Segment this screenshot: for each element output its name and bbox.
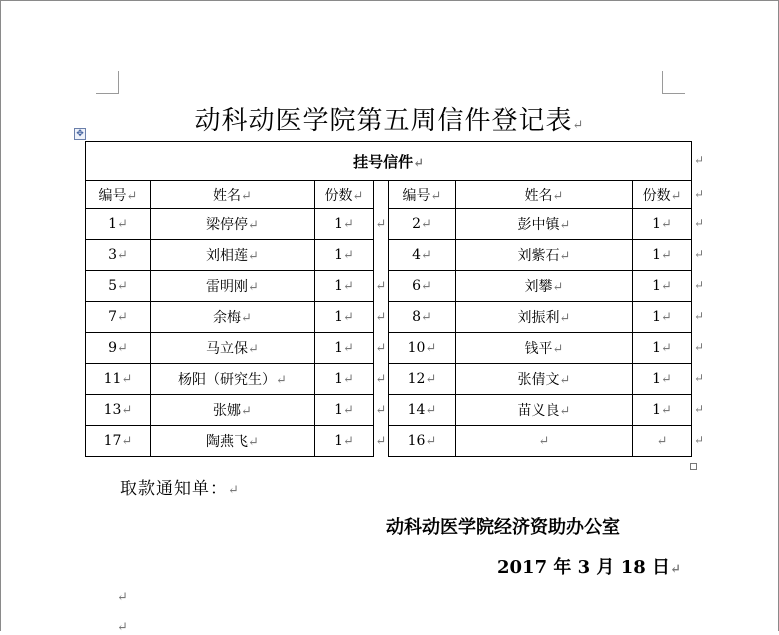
- right-name-cell-text: 苗义良: [517, 403, 560, 419]
- office-name: 动科动医学院经济资助办公室: [386, 517, 620, 538]
- right-name-cell[interactable]: [456, 333, 633, 364]
- column-header-label: 姓名: [213, 187, 242, 204]
- paragraph-mark: ↵: [425, 372, 437, 387]
- right-name-cell-text: 刘攀: [524, 279, 553, 295]
- margin-corner-top-right: [662, 71, 685, 94]
- table-header-text: 挂号信件: [353, 152, 414, 171]
- left-number-cell[interactable]: [86, 364, 151, 395]
- right-count-cell[interactable]: [633, 333, 692, 364]
- table-row: [86, 209, 692, 240]
- gap-cell[interactable]: [374, 240, 389, 271]
- left-number-cell[interactable]: [86, 271, 151, 302]
- table-row: [86, 271, 692, 302]
- right-count-cell-text: 1: [652, 340, 662, 356]
- registration-table: [85, 141, 692, 457]
- title-text: 动科动医学院第五周信件登记表: [194, 106, 573, 136]
- right-name-cell[interactable]: [456, 271, 633, 302]
- paragraph-mark: ↵: [343, 341, 354, 356]
- empty-paragraph[interactable]: [117, 590, 128, 605]
- left-number-cell-text: 13: [103, 402, 122, 418]
- right-count-cell-text: 1: [652, 278, 662, 294]
- right-number-cell[interactable]: [389, 333, 456, 364]
- left-count-cell-text: 1: [334, 340, 343, 356]
- row-end-mark: ↵: [694, 153, 705, 167]
- left-name-cell-text: 陶燕飞: [206, 434, 249, 450]
- right-name-cell[interactable]: [456, 426, 633, 457]
- gap-cell[interactable]: [374, 395, 389, 426]
- right-number-cell-text: 2: [412, 216, 421, 232]
- gap-cell[interactable]: [374, 271, 389, 302]
- paragraph-mark: ↵: [670, 188, 682, 204]
- paragraph-mark: ↵: [241, 311, 252, 326]
- paragraph-mark: ↵: [559, 218, 571, 233]
- right-name-cell[interactable]: [456, 240, 633, 271]
- margin-corner-top-left: [96, 71, 119, 94]
- row-end-mark: ↵: [694, 216, 705, 230]
- table-row: [86, 364, 692, 395]
- left-number-cell-text: 3: [108, 247, 117, 263]
- left-count-cell[interactable]: [315, 426, 374, 457]
- column-header-label: 份数: [324, 187, 353, 204]
- paragraph-mark: ↵: [343, 248, 354, 263]
- paragraph-mark: ↵: [661, 310, 672, 325]
- column-header-cell[interactable]: [389, 181, 456, 209]
- right-number-cell[interactable]: [389, 364, 456, 395]
- signature-date: 2017 年 3 月 18 日: [497, 557, 671, 578]
- paragraph-mark: ↵: [552, 280, 564, 295]
- left-number-cell-text: 1: [108, 216, 117, 232]
- right-number-cell-text: 6: [412, 278, 421, 294]
- paragraph-mark: ↵: [121, 372, 133, 387]
- left-number-cell-text: 5: [108, 278, 117, 294]
- empty-paragraph[interactable]: [117, 620, 128, 635]
- right-name-cell-text: 张倩文: [517, 372, 560, 388]
- right-name-cell[interactable]: [456, 364, 633, 395]
- right-count-cell[interactable]: [633, 395, 692, 426]
- left-number-cell[interactable]: [86, 240, 151, 271]
- gap-cell[interactable]: [374, 364, 389, 395]
- right-count-cell[interactable]: [633, 240, 692, 271]
- column-header-label: 编号: [98, 187, 127, 204]
- paragraph-mark: ↵: [375, 372, 387, 387]
- paragraph-mark: ↵: [248, 435, 259, 450]
- paragraph-mark: ↵: [661, 403, 672, 418]
- paragraph-mark: ↵: [559, 249, 571, 264]
- right-name-cell[interactable]: [456, 395, 633, 426]
- column-header-cell[interactable]: [86, 181, 151, 209]
- gap-cell[interactable]: [374, 181, 389, 209]
- gap-cell[interactable]: [374, 333, 389, 364]
- row-end-mark: ↵: [694, 278, 705, 292]
- paragraph-mark: ↵: [425, 434, 437, 449]
- table-header-row: [86, 142, 692, 181]
- right-count-cell-text: 1: [652, 309, 662, 325]
- paragraph-mark: ↵: [117, 248, 128, 263]
- paragraph-mark: ↵: [121, 434, 133, 449]
- paragraph-mark: ↵: [559, 404, 571, 419]
- paragraph-mark: ↵: [117, 341, 128, 356]
- paragraph-mark: ↵: [375, 403, 387, 418]
- paragraph-mark: ↵: [552, 188, 564, 204]
- right-name-cell-text: 刘振利: [517, 310, 560, 326]
- row-end-mark: ↵: [694, 186, 705, 201]
- left-name-cell[interactable]: [151, 364, 315, 395]
- table-row: [86, 426, 692, 457]
- gap-cell[interactable]: [374, 209, 389, 240]
- paragraph-mark: ↵: [121, 403, 133, 418]
- paragraph-mark: ↵: [117, 310, 128, 325]
- paragraph-mark: ↵: [552, 342, 564, 357]
- paragraph-mark: ↵: [421, 248, 432, 263]
- paragraph-mark: ↵: [661, 341, 672, 356]
- left-count-cell-text: 1: [334, 433, 343, 449]
- paragraph-mark: ↵: [656, 434, 668, 449]
- left-name-cell-text: 余梅: [213, 310, 242, 326]
- paragraph-mark: ↵: [430, 188, 442, 204]
- row-end-mark: ↵: [694, 247, 705, 261]
- left-name-cell-text: 刘相莲: [206, 248, 249, 264]
- column-header-cell[interactable]: [315, 181, 374, 209]
- right-name-cell[interactable]: [456, 209, 633, 240]
- right-number-cell-text: 12: [407, 371, 426, 387]
- column-header-row: [86, 181, 692, 209]
- signature-date-line[interactable]: [497, 553, 681, 579]
- left-name-cell[interactable]: [151, 395, 315, 426]
- column-header-label: 姓名: [524, 187, 553, 204]
- row-end-mark: ↵: [694, 433, 705, 447]
- left-count-cell-text: 1: [334, 247, 343, 263]
- paragraph-mark: ↵: [421, 310, 432, 325]
- right-number-cell[interactable]: [389, 209, 456, 240]
- paragraph-mark: ↵: [248, 280, 259, 295]
- gap-cell[interactable]: [374, 302, 389, 333]
- paragraph-mark: ↵: [117, 590, 128, 605]
- left-count-cell[interactable]: [315, 271, 374, 302]
- left-number-cell[interactable]: [86, 426, 151, 457]
- table-row: [86, 333, 692, 364]
- paragraph-mark: ↵: [117, 217, 128, 232]
- column-header-label: 份数: [642, 187, 671, 204]
- paragraph-mark: ↵: [343, 434, 354, 449]
- row-end-mark: ↵: [694, 340, 705, 354]
- right-count-cell[interactable]: [633, 364, 692, 395]
- right-count-cell-text: 1: [652, 371, 662, 387]
- paragraph-mark: ↵: [661, 372, 672, 387]
- right-count-cell-text: 1: [652, 247, 662, 263]
- row-end-mark: ↵: [694, 371, 705, 385]
- left-name-cell-text: 杨阳（研究生）: [178, 372, 277, 388]
- left-number-cell-text: 7: [108, 309, 117, 325]
- paragraph-mark: ↵: [343, 372, 354, 387]
- table-header-cell[interactable]: [86, 142, 692, 181]
- right-count-cell[interactable]: [633, 209, 692, 240]
- paragraph-mark: ↵: [375, 434, 387, 449]
- right-count-cell[interactable]: [633, 302, 692, 333]
- document-title[interactable]: [0, 100, 779, 137]
- right-name-cell-text: 彭中镇: [517, 217, 560, 233]
- paragraph-mark: ↵: [352, 188, 364, 204]
- left-number-cell-text: 17: [103, 433, 122, 449]
- right-number-cell[interactable]: [389, 302, 456, 333]
- left-name-cell-text: 梁停停: [206, 217, 249, 233]
- paragraph-mark: ↵: [559, 311, 571, 326]
- paragraph-mark: ↵: [117, 620, 128, 635]
- paragraph-mark: ↵: [343, 279, 354, 294]
- table-row: [86, 240, 692, 271]
- paragraph-mark: ↵: [276, 373, 287, 388]
- paragraph-mark: ↵: [425, 403, 437, 418]
- paragraph-mark: ↵: [538, 434, 550, 449]
- right-number-cell[interactable]: [389, 240, 456, 271]
- paragraph-mark: ↵: [421, 279, 432, 294]
- left-name-cell-text: 雷明刚: [206, 279, 249, 295]
- right-number-cell[interactable]: [389, 426, 456, 457]
- paragraph-mark: ↵: [572, 118, 585, 133]
- paragraph-mark: ↵: [425, 341, 437, 356]
- left-count-cell[interactable]: [315, 240, 374, 271]
- paragraph-mark: ↵: [375, 279, 387, 294]
- left-name-cell-text: 马立保: [206, 341, 249, 357]
- left-count-cell[interactable]: [315, 209, 374, 240]
- right-name-cell-text: 刘紫石: [517, 248, 560, 264]
- left-count-cell-text: 1: [334, 371, 343, 387]
- left-name-cell[interactable]: [151, 333, 315, 364]
- column-header-label: 编号: [402, 187, 431, 204]
- right-count-cell[interactable]: [633, 271, 692, 302]
- paragraph-mark: ↵: [343, 217, 354, 232]
- left-count-cell[interactable]: [315, 333, 374, 364]
- office-signature[interactable]: [386, 513, 620, 539]
- right-name-cell[interactable]: [456, 302, 633, 333]
- paragraph-mark: ↵: [117, 279, 128, 294]
- left-count-cell-text: 1: [334, 278, 343, 294]
- left-number-cell[interactable]: [86, 209, 151, 240]
- left-count-cell[interactable]: [315, 302, 374, 333]
- row-end-mark: ↵: [694, 309, 705, 323]
- table-row: [86, 302, 692, 333]
- right-count-cell-text: 1: [652, 216, 662, 232]
- paragraph-mark: ↵: [375, 217, 387, 232]
- paragraph-mark: ↵: [375, 341, 387, 356]
- right-number-cell-text: 16: [407, 433, 426, 449]
- left-name-cell[interactable]: [151, 302, 315, 333]
- right-name-cell-text: 钱平: [524, 341, 553, 357]
- paragraph-mark: ↵: [248, 342, 259, 357]
- paragraph-mark: ↵: [661, 248, 672, 263]
- left-name-cell[interactable]: [151, 426, 315, 457]
- table-resize-handle[interactable]: [690, 463, 697, 470]
- paragraph-mark: ↵: [413, 155, 424, 171]
- paragraph-mark: ↵: [248, 218, 259, 233]
- paragraph-mark: ↵: [559, 373, 571, 388]
- left-name-cell[interactable]: [151, 271, 315, 302]
- left-number-cell-text: 11: [103, 371, 122, 387]
- left-count-cell[interactable]: [315, 395, 374, 426]
- right-number-cell[interactable]: [389, 271, 456, 302]
- paragraph-mark: ↵: [670, 562, 681, 577]
- paragraph-mark: ↵: [661, 279, 672, 294]
- paragraph-mark: ↵: [241, 404, 252, 419]
- paragraph-mark: ↵: [343, 310, 354, 325]
- paragraph-mark: ↵: [248, 249, 259, 264]
- paragraph-mark: ↵: [421, 217, 432, 232]
- column-header-cell[interactable]: [151, 181, 315, 209]
- right-number-cell-text: 8: [412, 309, 421, 325]
- right-number-cell-text: 14: [407, 402, 426, 418]
- column-header-cell[interactable]: [633, 181, 692, 209]
- gap-cell[interactable]: [374, 426, 389, 457]
- left-number-cell[interactable]: [86, 302, 151, 333]
- paragraph-mark: ↵: [375, 310, 387, 325]
- right-count-cell-text: 1: [652, 402, 662, 418]
- paragraph-mark: ↵: [241, 188, 252, 204]
- left-number-cell[interactable]: [86, 395, 151, 426]
- paragraph-mark: ↵: [228, 483, 240, 498]
- row-end-mark: ↵: [694, 402, 705, 416]
- withdrawal-notice-line[interactable]: [120, 474, 240, 499]
- table-row: [86, 395, 692, 426]
- paragraph-mark: ↵: [343, 403, 354, 418]
- left-name-cell[interactable]: [151, 209, 315, 240]
- right-count-cell[interactable]: [633, 426, 692, 457]
- right-number-cell-text: 10: [407, 340, 426, 356]
- right-number-cell[interactable]: [389, 395, 456, 426]
- paragraph-mark: ↵: [126, 188, 138, 204]
- table-move-handle-icon[interactable]: ✥: [74, 128, 86, 140]
- left-count-cell-text: 1: [334, 216, 343, 232]
- left-count-cell-text: 1: [334, 402, 343, 418]
- right-number-cell-text: 4: [412, 247, 421, 263]
- left-number-cell-text: 9: [108, 340, 117, 356]
- left-number-cell[interactable]: [86, 333, 151, 364]
- left-count-cell[interactable]: [315, 364, 374, 395]
- left-name-cell-text: 张娜: [213, 403, 242, 419]
- left-name-cell[interactable]: [151, 240, 315, 271]
- column-header-cell[interactable]: [456, 181, 633, 209]
- withdrawal-notice-label: 取款通知单：: [120, 479, 228, 499]
- paragraph-mark: ↵: [661, 217, 672, 232]
- left-count-cell-text: 1: [334, 309, 343, 325]
